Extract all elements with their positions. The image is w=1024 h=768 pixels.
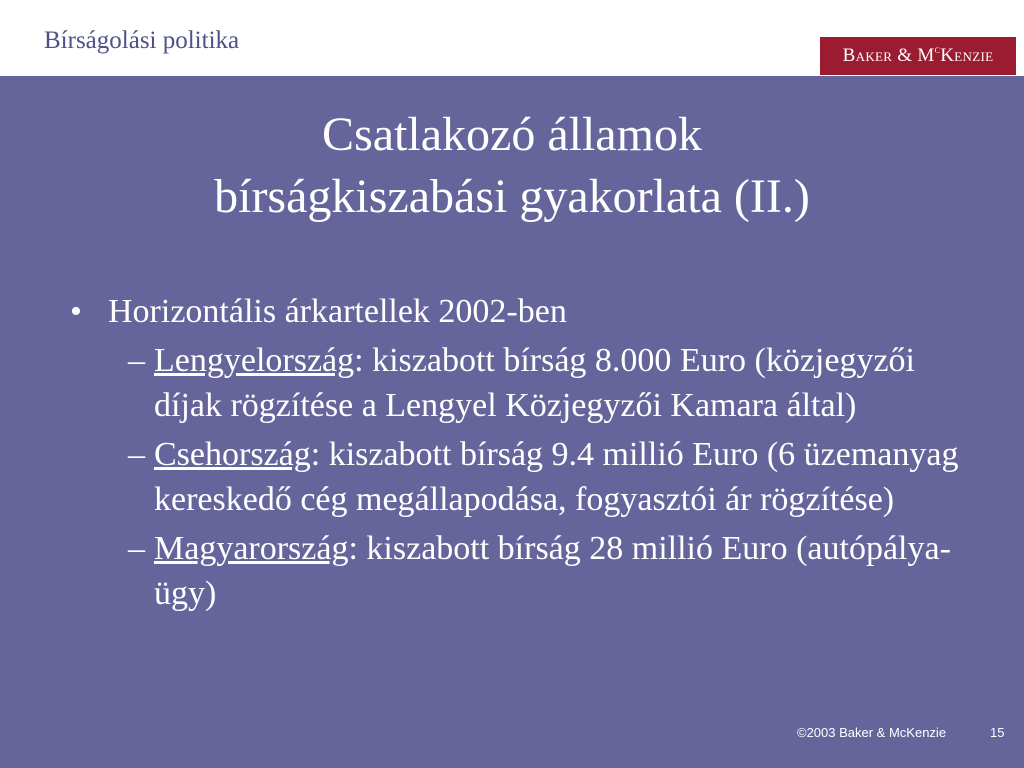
slide-title	[0, 104, 1024, 228]
footer-copyright: ©2003 Baker & McKenzie	[797, 725, 947, 740]
header-title: Bírságolási politika	[44, 27, 240, 54]
bullet-marker: •	[70, 293, 82, 330]
country-hungary: Magyarország	[154, 530, 349, 567]
logo-text	[843, 45, 994, 67]
country-czech: Csehország	[154, 436, 311, 473]
sub-bullet-poland	[70, 338, 980, 428]
slide-content	[70, 289, 980, 616]
sub-bullet-marker: –	[128, 530, 145, 567]
baker-mckenzie-logo	[820, 37, 1016, 75]
sub-bullet-marker: –	[128, 436, 145, 473]
logo-text-before: Baker & M	[842, 45, 935, 66]
sub-bullet-text: : kiszabott bírság 9.4 millió Euro (6 üzemanyag kereskedő cég megállapodása, fogyasztói ár rögzítése)	[154, 436, 959, 518]
sub-bullet-hungary	[70, 526, 980, 616]
sub-bullet-text: : kiszabott bírság 28 millió Euro (autópálya-ügy)	[154, 530, 951, 612]
sub-bullet-marker: –	[128, 342, 145, 379]
logo-text-after: Kenzie	[940, 45, 994, 66]
bullet-item	[70, 289, 980, 334]
country-poland: Lengyelország	[154, 342, 355, 379]
sub-bullet-text: : kiszabott bírság 8.000 Euro (közjegyzői díjak rögzítése a Lengyel Közjegyzői Kamara által)	[154, 342, 916, 424]
sub-bullet-czech	[70, 432, 980, 522]
slide-title-line2: bírságkiszabási gyakorlata (II.)	[214, 170, 810, 223]
logo-superscript: c	[934, 44, 941, 56]
page-number: 15	[990, 725, 1005, 740]
bullet-text: Horizontális árkartellek 2002-ben	[108, 293, 567, 330]
slide-title-line1: Csatlakozó államok	[322, 108, 702, 161]
slide-header	[0, 0, 1024, 76]
